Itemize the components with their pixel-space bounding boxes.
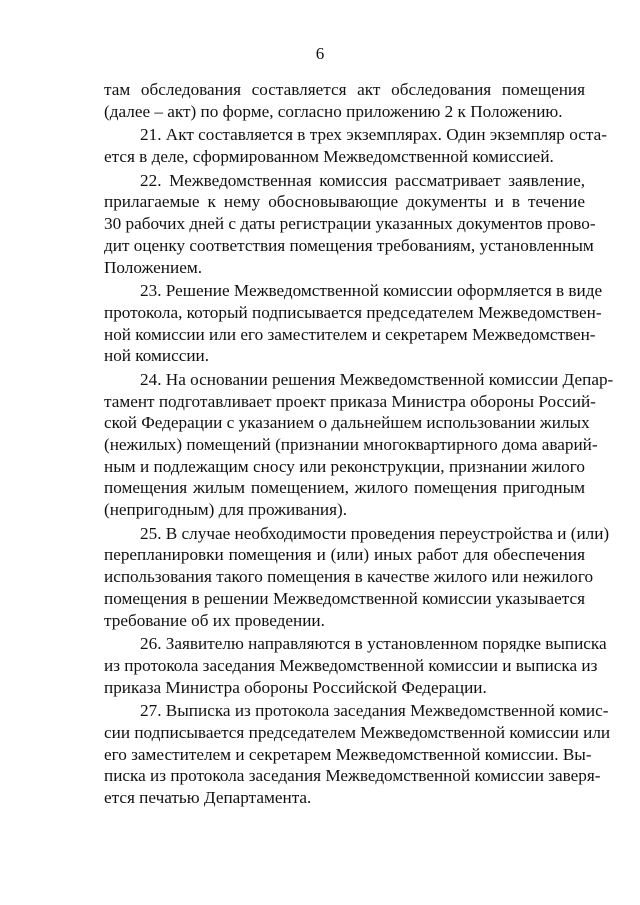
text-line: (далее – акт) по форме, согласно приложению 2 к Положению.: [104, 101, 563, 121]
text-line: прилагаемые к нему обосновывающие документы и в течение: [104, 192, 585, 212]
text-line: 24. На основании решения Межведомственной комиссии Депар-: [140, 369, 614, 389]
text-line: использования такого помещения в качестве жилого или нежилого: [104, 567, 594, 587]
paragraph-27: [104, 700, 611, 808]
paragraph-25: [104, 523, 610, 631]
text-line: 26. Заявителю направляются в установленном порядке выписка: [140, 634, 607, 654]
text-line: ным и подлежащим сносу или реконструкции, признании жилого: [104, 456, 585, 476]
paragraph-24: [104, 369, 614, 521]
paragraph-22: [104, 170, 596, 278]
text-line: 21. Акт составляется в трех экземплярах. Один экземпляр оста-: [140, 125, 607, 145]
text-line: 25. В случае необходимости проведения переустройства и (или): [140, 523, 610, 543]
paragraph-23: [104, 280, 603, 367]
text-line: (непригодным) для проживания).: [104, 500, 348, 520]
text-line: требование об их проведении.: [104, 610, 325, 630]
text-line: писка из протокола заседания Межведомственной комиссии заверя-: [104, 766, 601, 786]
text-line: тамент подготавливает проект приказа Министра обороны Россий-: [104, 391, 596, 411]
paragraph-26: [104, 633, 607, 698]
text-line: Положением.: [104, 257, 202, 277]
text-line: ской Федерации с указанием о дальнейшем использовании жилых: [104, 413, 590, 433]
text-line: сии подписывается председателем Межведомственной комиссии или: [104, 722, 611, 742]
text-line: ной комиссии или его заместителем и секретарем Межведомствен-: [104, 324, 596, 344]
text-line: 23. Решение Межведомственной комиссии оформляется в виде: [140, 281, 603, 301]
text-line: дит оценку соответствия помещения требованиям, установленным: [104, 235, 594, 255]
text-line: 27. Выписка из протокола заседания Межведомственной комис-: [140, 701, 609, 721]
text-line: из протокола заседания Межведомственной комиссии и выписка из: [104, 655, 598, 675]
text-line: (нежилых) помещений (признании многоквартирного дома аварий-: [104, 435, 598, 454]
text-line: приказа Министра обороны Российской Федерации.: [104, 677, 487, 697]
text-line: протокола, который подписывается председателем Межведомствен-: [104, 302, 602, 322]
text-line: помещения жилым помещением, жилого помещения пригодным: [104, 478, 585, 498]
document-body: [104, 79, 614, 811]
text-line: ется печатью Департамента.: [104, 788, 312, 807]
text-line: 22. Межведомственная комиссия рассматривает заявление,: [140, 170, 585, 190]
text-line: 30 рабочих дней с даты регистрации указанных документов прово-: [104, 214, 596, 234]
text-line: перепланировки помещения и (или) иных работ для обеспечения: [104, 545, 585, 565]
paragraph-continuation: [104, 79, 585, 122]
text-line: ется в деле, сформированном Межведомственной комиссией.: [104, 147, 554, 167]
paragraph-21: [104, 124, 607, 167]
text-line: там обследования составляется акт обследования помещения: [104, 80, 585, 99]
text-line: ной комиссии.: [104, 346, 210, 366]
text-line: помещения в решении Межведомственной комиссии указывается: [104, 588, 585, 608]
page-number: 6: [315, 44, 325, 63]
text-line: его заместителем и секретарем Межведомственной комиссии. Вы-: [104, 744, 592, 764]
